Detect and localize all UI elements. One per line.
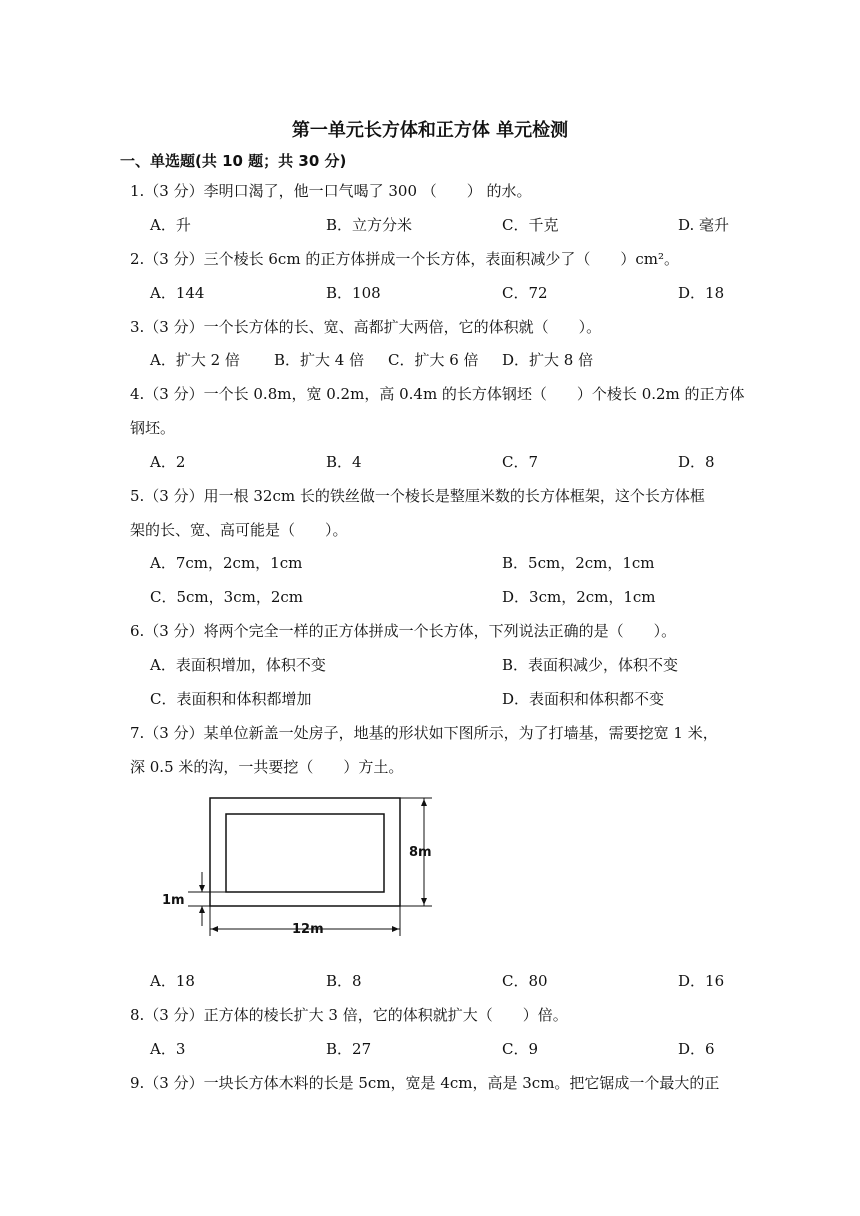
question-4: 4.（3 分）一个长 0.8m，宽 0.2m，高 0.4m 的长方体钢坯（ ）个棱长 0.2m 的正方体 — [130, 385, 745, 403]
question-5: 5.（3 分）用一根 32cm 长的铁丝做一个棱长是整厘米数的长方体框架，这个长方体框 — [130, 487, 705, 505]
q7-option-a: A．18 — [150, 972, 195, 990]
q1-option-c: C．千克 — [502, 216, 559, 234]
q1-option-a: A．升 — [150, 216, 191, 234]
q5-option-a: A．7cm，2cm，1cm — [150, 554, 303, 572]
question-4-cont: 钢坯。 — [130, 419, 176, 437]
q2-option-a: A．144 — [150, 284, 205, 302]
q6-option-b: B．表面积减少，体积不变 — [502, 656, 679, 674]
q3-option-a: A．扩大 2 倍 — [150, 351, 240, 369]
q1-option-d: D. 毫升 — [678, 216, 730, 234]
width-label: 12m — [292, 922, 324, 937]
question-9: 9.（3 分）一块长方体木料的长是 5cm，宽是 4cm，高是 3cm。把它锯成一个最大的正 — [130, 1074, 720, 1092]
q5-option-c: C．5cm，3cm，2cm — [150, 588, 303, 606]
q4-option-a: A．2 — [150, 453, 186, 471]
q2-option-d: D．18 — [678, 284, 725, 302]
q3-option-d: D．扩大 8 倍 — [502, 351, 594, 369]
q4-option-c: C．7 — [502, 453, 539, 471]
q6-option-a: A．表面积增加，体积不变 — [150, 656, 326, 674]
q3-option-b: B．扩大 4 倍 — [274, 351, 365, 369]
q8-option-b: B．27 — [326, 1040, 372, 1058]
q7-option-c: C．80 — [502, 972, 548, 990]
section-heading: 一、单选题(共 10 题；共 30 分) — [120, 152, 347, 170]
q7-option-d: D．16 — [678, 972, 725, 990]
question-8: 8.（3 分）正方体的棱长扩大 3 倍，它的体积就扩大（ ）倍。 — [130, 1006, 568, 1024]
q1-option-b: B．立方分米 — [326, 216, 413, 234]
q2-option-b: B．108 — [326, 284, 381, 302]
q5-option-b: B．5cm，2cm，1cm — [502, 554, 655, 572]
page-title: 第一单元长方体和正方体 单元检测 — [291, 120, 569, 141]
question-2: 2.（3 分）三个棱长 6cm 的正方体拼成一个长方体，表面积减少了（ ）cm²。 — [130, 250, 679, 268]
inner-rectangle — [226, 814, 384, 892]
q8-option-c: C．9 — [502, 1040, 539, 1058]
q4-option-d: D．8 — [678, 453, 715, 471]
q2-option-c: C．72 — [502, 284, 548, 302]
question-6: 6.（3 分）将两个完全一样的正方体拼成一个长方体，下列说法正确的是（ ）。 — [130, 622, 677, 640]
q8-option-a: A．3 — [150, 1040, 186, 1058]
question-7-cont: 深 0.5 米的沟，一共要挖（ ）方土。 — [130, 758, 404, 776]
q8-option-d: D．6 — [678, 1040, 715, 1058]
question-3: 3.（3 分）一个长方体的长、宽、高都扩大两倍，它的体积就（ ）。 — [130, 318, 602, 336]
q4-option-b: B．4 — [326, 453, 362, 471]
height-label: 8m — [409, 845, 432, 860]
q7-option-b: B．8 — [326, 972, 362, 990]
question-1: 1.（3 分）李明口渴了，他一口气喝了 300 （ ） 的水。 — [130, 182, 532, 200]
q3-option-c: C．扩大 6 倍 — [388, 351, 479, 369]
gap-label: 1m — [162, 893, 185, 908]
foundation-diagram — [150, 788, 450, 948]
q6-option-c: C．表面积和体积都增加 — [150, 690, 312, 708]
question-7: 7.（3 分）某单位新盖一处房子，地基的形状如下图所示，为了打墙基，需要挖宽 1 米， — [130, 724, 718, 742]
q6-option-d: D．表面积和体积都不变 — [502, 690, 665, 708]
question-5-cont: 架的长、宽、高可能是（ ）。 — [130, 521, 348, 539]
q5-option-d: D．3cm，2cm，1cm — [502, 588, 656, 606]
